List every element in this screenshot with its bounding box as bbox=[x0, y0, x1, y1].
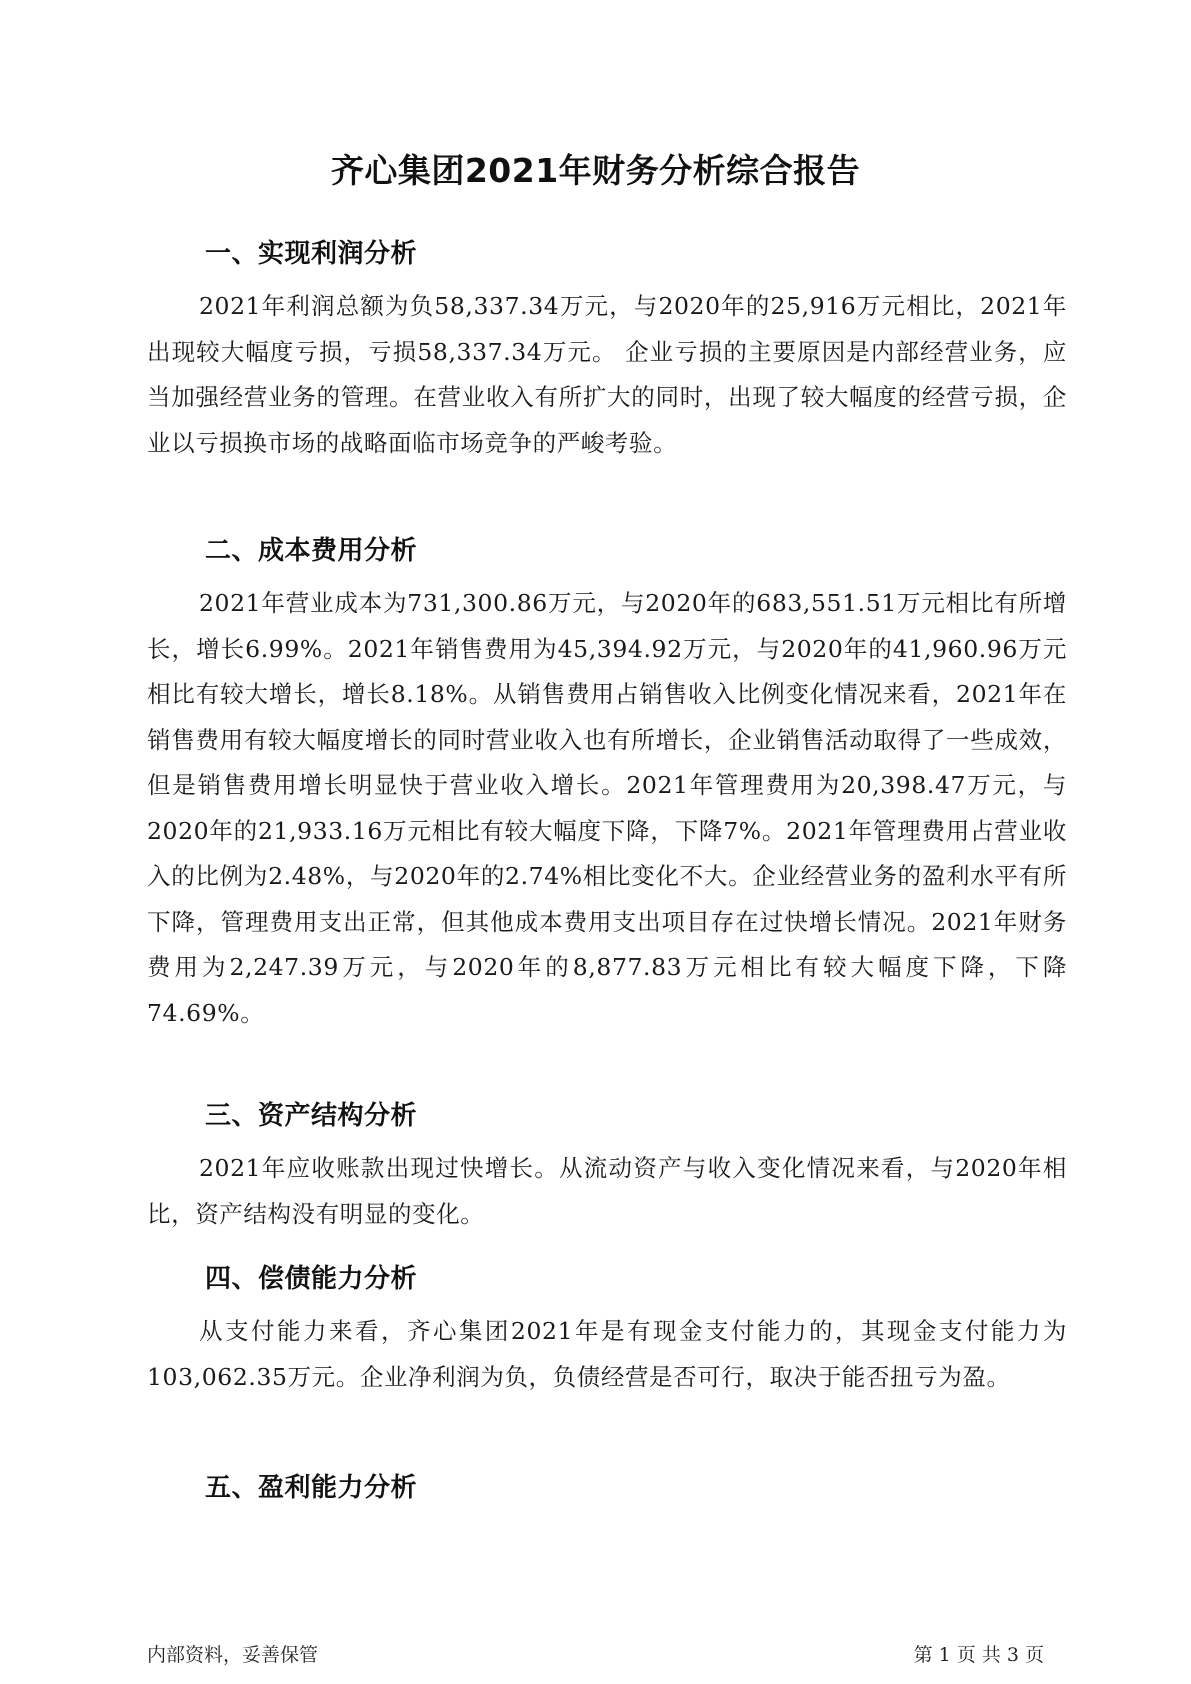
section-body: 2021年利润总额为负58,337.34万元，与2020年的25,916万元相比，2021年出现较大幅度亏损，亏损58,337.34万元。 企业亏损的主要原因是内部经营业务，应当加强经营业务的管理。在营业收入有所扩大的同时，出现了较大幅度的经营亏损，企业以亏损换市场的战略面临市场竞争的严峻考验。 bbox=[147, 292, 1067, 457]
section-body: 2021年营业成本为731,300.86万元，与2020年的683,551.51万元相比有所增长，增长6.99%。2021年销售费用为45,394.92万元，与2020年的41,960.96万元相比有较大增长，增长8.18%。从销售费用占销售收入比例变化情况来看，2021年在销售费用有较大幅度增长的同时营业收入也有所增长，企业销售活动取得了一些成效，但是销售费用增长明显快于营业收入增长。2021年管理费用为20,398.47万元，与2020年的21,933.16万元相比有较大幅度下降，下降7%。2021年管理费用占营业收入的比例为2.48%，与2020年的2.74%相比变化不大。企业经营业务的盈利水平有所下降，管理费用支出正常，但其他成本费用支出项目存在过快增长情况。2021年财务费用为2,247.39万元，与2020年的8,877.83万元相比有较大幅度下降，下降74.69%。 bbox=[147, 589, 1067, 1027]
section-body: 2021年应收账款出现过快增长。从流动资产与收入变化情况来看，与2020年相比，资产结构没有明显的变化。 bbox=[147, 1154, 1067, 1228]
document-title: 齐心集团2021年财务分析综合报告 bbox=[330, 151, 861, 190]
section-profit-analysis bbox=[147, 233, 1067, 466]
section-cost-analysis bbox=[147, 530, 1067, 1036]
section-asset-structure-analysis bbox=[147, 1095, 1067, 1237]
section-heading: 三、资产结构分析 bbox=[205, 1101, 418, 1131]
section-heading: 五、盈利能力分析 bbox=[205, 1473, 418, 1503]
footer-confidential-note: 内部资料，妥善保管 bbox=[147, 1644, 319, 1666]
section-solvency-analysis bbox=[147, 1258, 1067, 1400]
section-heading: 一、实现利润分析 bbox=[205, 239, 418, 269]
section-profitability-analysis bbox=[147, 1467, 1067, 1504]
section-heading: 二、成本费用分析 bbox=[205, 536, 418, 566]
footer-page-number: 第 1 页 共 3 页 bbox=[913, 1644, 1044, 1666]
section-body: 从支付能力来看，齐心集团2021年是有现金支付能力的，其现金支付能力为103,062.35万元。企业净利润为负，负债经营是否可行，取决于能否扭亏为盈。 bbox=[147, 1317, 1067, 1391]
section-heading: 四、偿债能力分析 bbox=[205, 1264, 418, 1294]
